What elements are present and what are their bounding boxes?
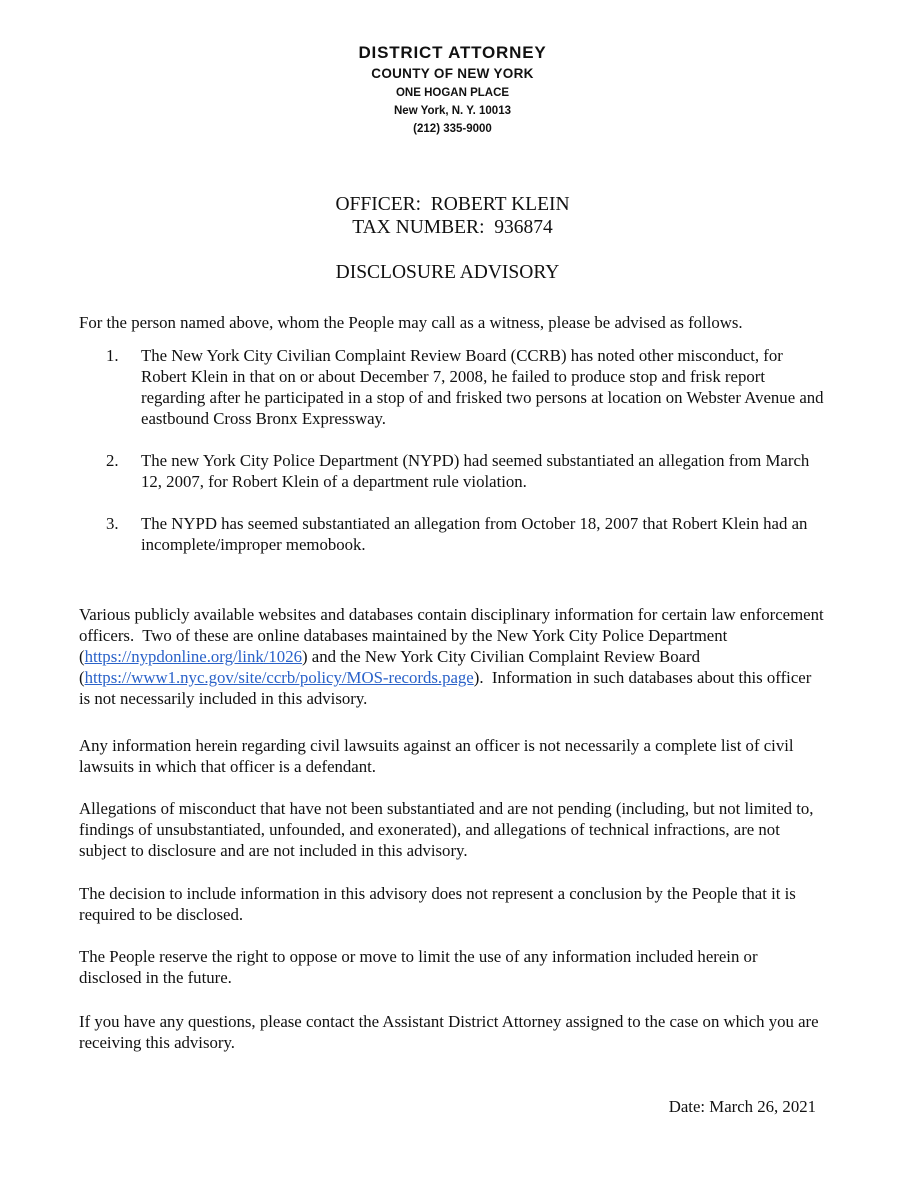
letterhead-phone: (212) 335-9000 [413,123,492,135]
advisory-item-number: 2. [106,451,119,470]
websites-text-part1: Various publicly available websites and databases contain disciplinary information for certain law enforcement officers. Two of these are online databases maintained by the New York City Police Department ( [79,605,828,666]
advisory-item-text: The NYPD has seemed substantiated an allegation from October 18, 2007 that Robert Klein had an incomplete/improper memobook. [141,514,808,554]
reserve-paragraph: The People reserve the right to oppose or move to limit the use of any information included herein or disclosed in the future. [79,947,758,987]
advisory-item-number: 3. [106,514,119,533]
advisory-item [79,345,824,429]
document-date: Date: March 26, 2021 [668,1097,816,1116]
websites-text-part2: ) and the New York City Civilian Complaint Review Board ( [79,647,705,687]
officer-name: OFFICER: ROBERT KLEIN [335,194,570,215]
officer-block [0,193,905,239]
advisory-item-text: The new York City Police Department (NYPD) had seemed substantiated an allegation from March 12, 2007, for Robert Klein of a department rule violation. [141,451,810,491]
letterhead [0,42,905,138]
letterhead-address-line2: New York, N. Y. 10013 [394,105,511,117]
questions-paragraph: If you have any questions, please contact the Assistant District Attorney assigned to the case on which you are receiving this advisory. [79,1012,819,1052]
allegations-paragraph: Allegations of misconduct that have not been substantiated and are not pending (including, but not limited to, findings of unsubstantiated, unfounded, and exonerated), and allegations of technical infractions, are not subject to disclosure and are not included in this advisory. [79,799,814,860]
websites-paragraph [79,604,828,709]
ccrb-database-link[interactable]: https://www1.nyc.gov/site/ccrb/policy/MOS-records.page [84,668,474,687]
officer-tax-number: TAX NUMBER: 936874 [352,217,553,238]
lawsuits-paragraph: Any information herein regarding civil lawsuits against an officer is not necessarily a complete list of civil lawsuits in which that officer is a defendant. [79,736,794,776]
letterhead-office: DISTRICT ATTORNEY [358,43,547,62]
advisory-items-list [79,345,824,555]
letterhead-county: COUNTY OF NEW YORK [371,66,534,81]
advisory-item-number: 1. [106,346,119,365]
advisory-title: DISCLOSURE ADVISORY [335,262,560,283]
advisory-item [79,513,824,555]
letterhead-address-line1: ONE HOGAN PLACE [395,87,510,99]
advisory-item-text: The New York City Civilian Complaint Review Board (CCRB) has noted other misconduct, for Robert Klein in that on or about December 7, 2008, he failed to produce stop and frisk report regarding after he participated in a stop of and frisked two persons at location on Webster Avenue and eastbound Cross Bronx Expressway. [141,346,824,428]
advisory-item [79,450,824,492]
decision-paragraph: The decision to include information in this advisory does not represent a conclusion by the People that it is required to be disclosed. [79,884,796,924]
nypd-database-link[interactable]: https://nypdonline.org/link/1026 [84,647,302,666]
websites-text-part3: ). Information in such databases about this officer is not necessarily included in this advisory. [79,668,816,708]
intro-paragraph: For the person named above, whom the People may call as a witness, please be advised as follows. [79,313,743,332]
